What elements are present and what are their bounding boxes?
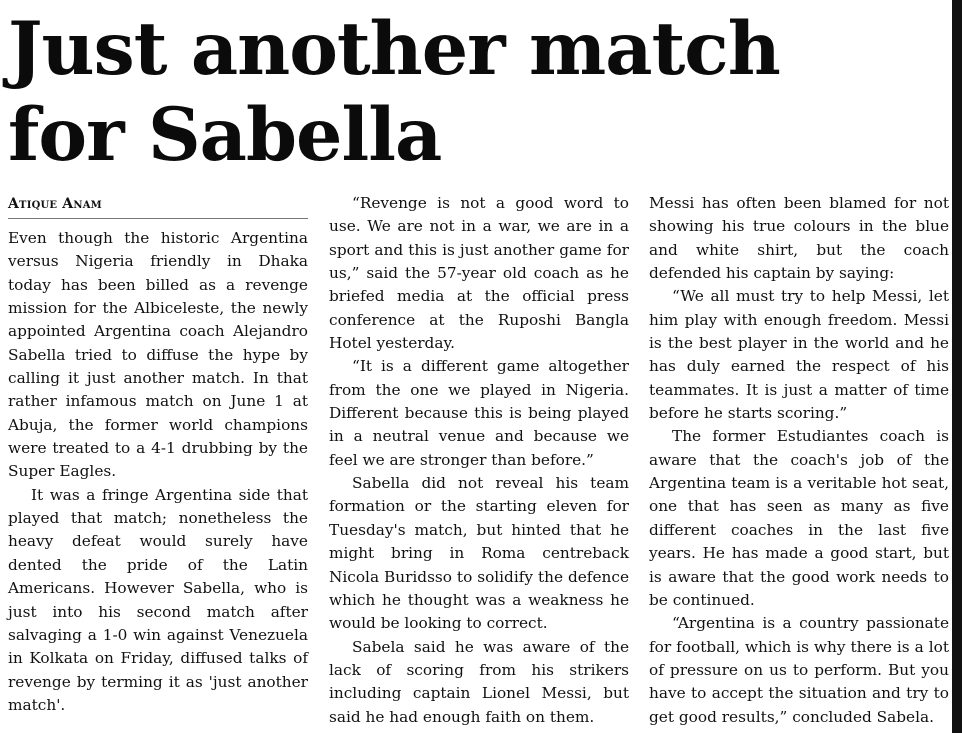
paragraph: Messi has often been blamed for not showing his true colours in the blue and white shirt, but the coach defended his captain by saying: xyxy=(649,194,949,283)
article-column-1 xyxy=(8,192,308,717)
byline: Atique Anam xyxy=(8,192,308,219)
paragraph: Even though the historic Argentina versus Nigeria friendly in Dhaka today has been billed as a revenge mission for the Albiceleste, the newly appointed Argentina coach Alejandro Sabella tried to diffuse the hype by calling it just another match. In that rather infamous match on June 1 at Abuja, the former world champions were treated to a 4-1 drubbing by the Super Eagles. xyxy=(8,229,308,481)
page-edge-border xyxy=(952,0,962,733)
paragraph: “Argentina is a country passionate for football, which is why there is a lot of pressure on us to perform. But you have to accept the situation and try to get good results,” concluded Sabela. xyxy=(649,614,949,726)
headline-line-2: for Sabella xyxy=(8,92,442,178)
headline xyxy=(8,6,950,178)
headline-line-1: Just another match xyxy=(8,6,780,92)
paragraph: The former Estudiantes coach is aware that the coach's job of the Argentina team is a veritable hot seat, one that has seen as many as five different coaches in the last five years. He has made a good start, but is aware that the good work needs to be continued. xyxy=(649,427,949,609)
article-column-3 xyxy=(649,192,949,729)
paragraph: Sabela said he was aware of the lack of scoring from his strikers including captain Lionel Messi, but said he had enough faith on them. xyxy=(329,637,629,726)
news-article xyxy=(8,0,950,733)
paragraph: “We all must try to help Messi, let him play with enough freedom. Messi is the best player in the world and he has duly earned the respect of his teammates. It is just a matter of time before he starts scoring.” xyxy=(649,287,949,423)
article-column-2 xyxy=(329,192,629,729)
paragraph: It was a fringe Argentina side that played that match; nonetheless the heavy defeat would surely have dented the pride of the Latin Americans. However Sabella, who is just into his second match after salvaging a 1-0 win against Venezuela in Kolkata on Friday, diffused talks of revenge by terming it as 'just another match'. xyxy=(8,485,308,714)
paragraph: “Revenge is not a good word to use. We are not in a war, we are in a sport and this is just another game for us,” said the 57-year old coach as he briefed media at the official press conference at the Ruposhi Bangla Hotel yesterday. xyxy=(329,194,629,353)
paragraph: “It is a different game altogether from the one we played in Nigeria. Different because this is being played in a neutral venue and because we feel we are stronger than before.” xyxy=(329,357,629,469)
paragraph: Sabella did not reveal his team formation or the starting eleven for Tuesday's match, but hinted that he might bring in Roma centreback Nicola Buridsso to solidify the defence which he thought was a weakness he would be looking to correct. xyxy=(329,474,629,633)
